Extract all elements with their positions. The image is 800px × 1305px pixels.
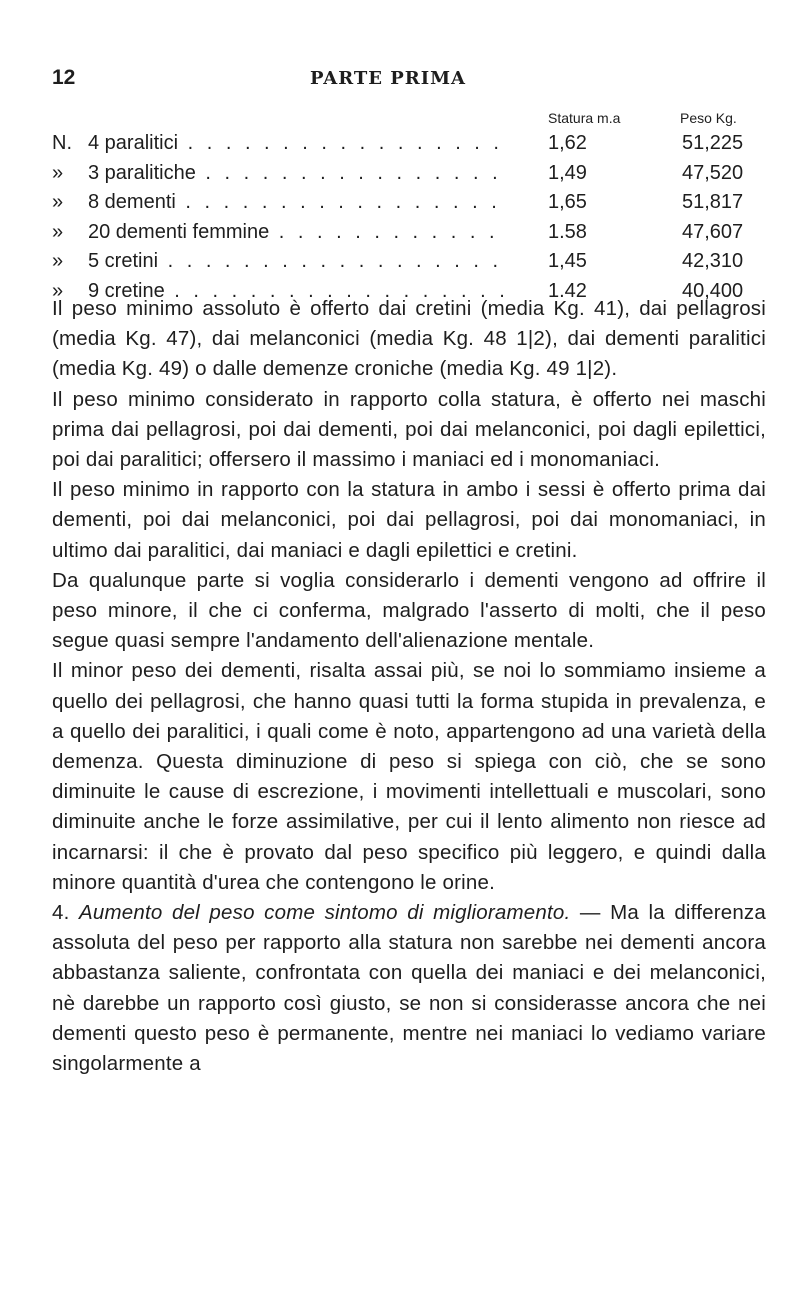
weight-table <box>52 108 768 307</box>
row-peso: 42,310 <box>682 250 744 272</box>
row-prefix: » <box>52 250 64 272</box>
paragraph: Il minor peso dei dementi, risalta assai più, se noi lo sommiamo insieme a quello dei pellagrosi, che hanno quasi tutti la forma stupida in prevalenza, e a quello dei paralitici, i quali come è noto, appartengono ad una varietà della demenza. Questa diminuzione di peso si spiega con ciò, che se sono diminuite le cause di escrezione, i movimenti intellettuali e muscolari, sono diminuite anche le forze assimilative, per cui il lento alimento non riesce ad incarnarsi: il che è provato dal peso specifico più leggero, e quindi dalla minore quantità d'urea che contengono le orine. <box>52 659 766 894</box>
row-statura: 1.42 <box>548 279 587 302</box>
page-header <box>52 66 752 94</box>
table-row <box>52 189 768 219</box>
row-statura: 1.58 <box>548 220 587 243</box>
row-prefix: N. <box>52 132 72 154</box>
row-prefix: » <box>52 161 64 184</box>
row-statura: 1,65 <box>548 191 587 213</box>
row-label: 3 paralitiche . . . <box>88 162 508 185</box>
row-statura: 1,49 <box>548 161 587 184</box>
table-header <box>52 108 768 130</box>
page-number: 12 <box>52 66 76 89</box>
section-title: Aumento del peso come sintomo di miglioramento. <box>79 901 571 925</box>
section-text: — Ma la differenza assoluta del peso per rapporto alla statura non sarebbe nei dementi ancora abbastanza saliente, confrontata con quella dei maniaci e dei melanconici, nè darebbe un rapporto così giusto, se non si considerasse ancora che nei dementi questo peso è permanente, mentre nei maniaci lo vediamo variare singolarmente a <box>52 901 766 1076</box>
row-peso: 47,520 <box>682 161 744 184</box>
row-peso: 51,225 <box>682 132 744 154</box>
table-row <box>52 130 768 160</box>
row-label: 4 paralitici . . . <box>88 132 508 155</box>
paragraph: Il peso minimo in rapporto con la statura in ambo i sessi è offerto prima dai dementi, poi dai melanconici, poi dai pellagrosi, poi dai monomaniaci, in ultimo dai paralitici, dai maniaci e dagli epilettici e cretini. <box>52 478 766 562</box>
row-label: 5 cretini . . . <box>88 250 508 273</box>
table-row <box>52 160 768 190</box>
section-number: 4. <box>52 901 70 925</box>
paragraph: Da qualunque parte si voglia considerarlo i dementi vengono ad offrire il peso minore, il che ci conferma, malgrado l'asserto di molti, che il peso segue quasi sempre l'andamento dell'alienazione mentale. <box>52 568 766 653</box>
body-text <box>52 294 766 1079</box>
row-peso: 40,400 <box>682 279 744 302</box>
row-prefix: » <box>52 279 64 302</box>
row-label: 8 dementi . . . <box>88 191 508 214</box>
running-head: PARTE PRIMA <box>310 68 467 89</box>
row-prefix: » <box>52 220 64 243</box>
row-label: 9 cretine . . . <box>88 280 508 303</box>
table-row <box>52 248 768 278</box>
row-statura: 1,45 <box>548 250 587 272</box>
column-header-peso: Peso Kg. <box>680 110 737 126</box>
row-prefix: » <box>52 191 64 213</box>
row-peso: 51,817 <box>682 191 744 213</box>
paragraph: Il peso minimo assoluto è offerto dai cretini (media Kg. 41), dai pellagrosi (media Kg. 47), dai melanconici (media Kg. 48 1|2), dai dementi paralitici (media Kg. 49) o dalle demenze croniche (media Kg. 49 1|2). <box>52 297 766 381</box>
row-statura: 1,62 <box>548 132 587 154</box>
paragraph: Il peso minimo considerato in rapporto colla statura, è offerto nei maschi prima dai pellagrosi, poi dai dementi, poi dai melanconici, poi dagli epilettici, poi dai paralitici; offersero il massimo i maniaci ed i monomaniaci. <box>52 387 766 472</box>
table-row <box>52 219 768 249</box>
paragraph-section-4 <box>52 898 766 1079</box>
row-peso: 47,607 <box>682 220 744 243</box>
column-header-statura: Statura m.a <box>548 110 621 126</box>
row-label: 20 dementi femmine . . . <box>88 221 508 244</box>
